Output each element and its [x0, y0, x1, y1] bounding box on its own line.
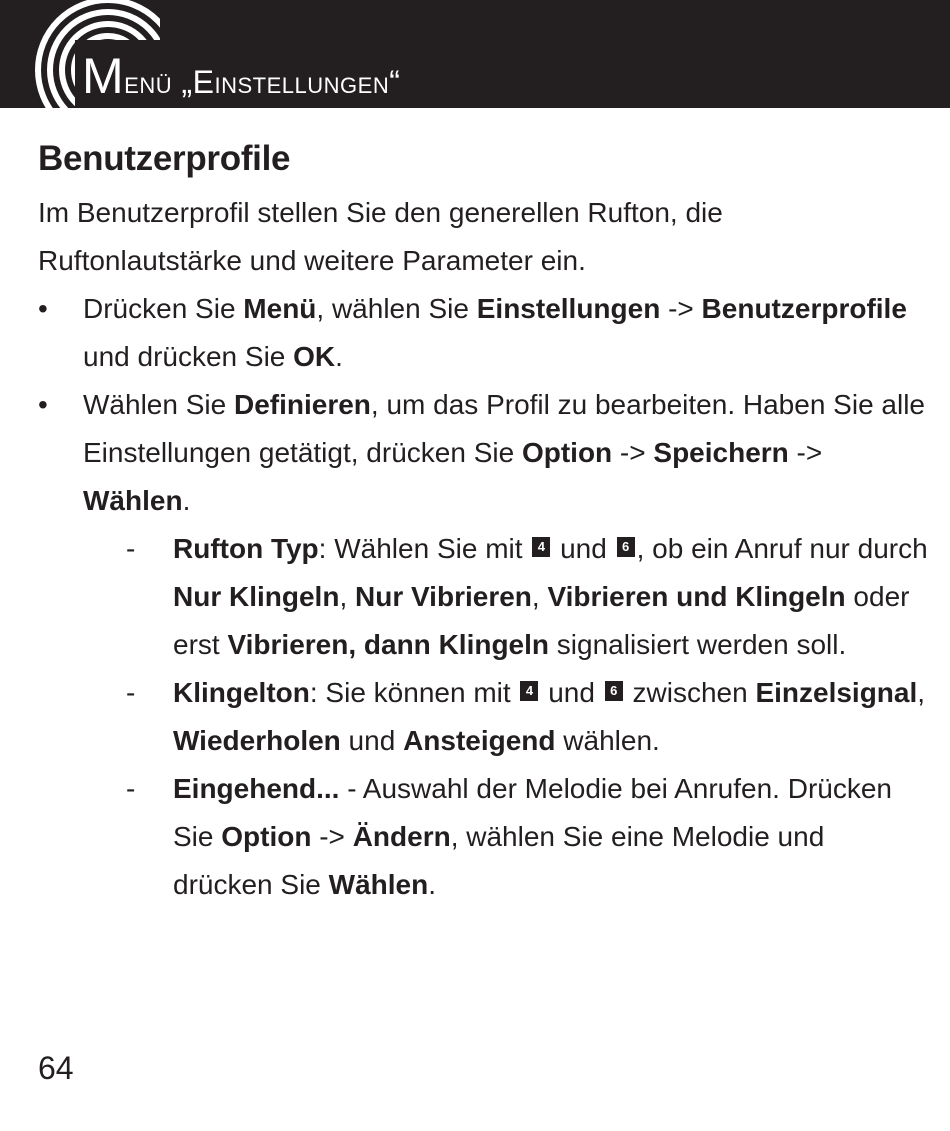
keypad-key-4-icon: 4 — [520, 681, 538, 701]
keypad-key-4-icon: 4 — [532, 537, 550, 557]
bold-term: Option — [221, 821, 312, 852]
keypad-key-6-icon: 6 — [605, 681, 623, 701]
bold-term: Definieren — [233, 389, 371, 420]
sub-item-text — [173, 773, 892, 900]
bold-term: Benutzerprofile — [701, 293, 907, 324]
text-run: , um das Profil zu bearbeiten. Haben Sie alle Einstellungen getätigt, drücken Sie — [83, 389, 925, 468]
bold-term: Vibrieren, dann Klingeln — [227, 629, 550, 660]
text-run: und — [552, 533, 615, 564]
bold-term: Ändern — [352, 821, 451, 852]
sub-item-text — [173, 533, 928, 660]
dash-marker: - — [126, 533, 136, 564]
bold-term: Ansteigend — [403, 725, 556, 756]
bullet-item — [38, 381, 928, 525]
text-run: : Wählen Sie mit — [318, 533, 531, 564]
bold-term: Klingelton — [173, 677, 310, 708]
text-run: , wählen Sie eine Melodie und drücken Sie — [173, 821, 825, 900]
text-run: , wählen Sie — [316, 293, 477, 324]
text-run: signalisiert werden soll. — [549, 629, 847, 660]
dash-marker: - — [126, 773, 136, 804]
sub-item — [38, 669, 928, 765]
text-run: -> — [788, 437, 823, 468]
bullet-item — [38, 285, 928, 381]
bold-term: Nur Vibrieren — [355, 581, 532, 612]
text-run: und — [540, 677, 603, 708]
chapter-title: Menü „Einstellungen“ — [82, 48, 401, 104]
text-run: , ob ein Anruf nur durch — [636, 533, 928, 564]
section-heading: Benutzerprofile — [38, 139, 291, 178]
bold-term: Speichern — [653, 437, 789, 468]
bold-term: Menü — [243, 293, 317, 324]
bullet-text — [83, 293, 907, 372]
text-run: oder erst — [173, 581, 910, 660]
sub-item — [38, 525, 928, 669]
text-run: - Auswahl der Melodie bei Anrufen. Drücken Sie — [173, 773, 892, 852]
text-run: , — [531, 581, 548, 612]
bullet-marker: • — [38, 389, 48, 420]
bold-term: Nur Klingeln — [173, 581, 340, 612]
text-run: -> — [311, 821, 353, 852]
bold-term: Vibrieren und Klingeln — [547, 581, 846, 612]
sub-item — [38, 765, 928, 909]
bold-term: OK — [293, 341, 336, 372]
text-run: , — [339, 581, 356, 612]
bold-term: Wählen — [328, 869, 429, 900]
bold-term: Wiederholen — [173, 725, 341, 756]
text-run: . — [335, 341, 343, 372]
bold-term: Wählen — [83, 485, 183, 516]
page-number: 64 — [38, 1050, 74, 1086]
header-band — [0, 0, 950, 108]
text-run: . — [182, 485, 191, 516]
text-run: , — [917, 677, 926, 708]
bold-term: Eingehend... — [173, 773, 340, 804]
bold-term: Rufton Typ — [173, 533, 319, 564]
text-run: -> — [660, 293, 702, 324]
text-run: Wählen Sie — [83, 389, 234, 420]
text-run: -> — [612, 437, 654, 468]
text-run: . — [428, 869, 436, 900]
bold-term: Einzelsignal — [755, 677, 918, 708]
keypad-key-6-icon: 6 — [617, 537, 635, 557]
bold-term: Einstellungen — [476, 293, 661, 324]
bold-term: Option — [521, 437, 613, 468]
text-run: und — [340, 725, 404, 756]
content — [38, 137, 928, 909]
text-run: zwischen — [624, 677, 756, 708]
bullet-marker: • — [38, 293, 48, 324]
text-run: : Sie können mit — [309, 677, 519, 708]
dash-marker: - — [126, 677, 136, 708]
bullet-text — [83, 389, 925, 516]
text-run: wählen. — [555, 725, 660, 756]
sub-item-text — [173, 677, 925, 756]
text-run: Drücken Sie — [83, 293, 244, 324]
intro-paragraph: Im Benutzerprofil stellen Sie den generellen Rufton, die Ruftonlautstärke und weitere Parameter ein. — [38, 197, 723, 276]
text-run: und drücken Sie — [83, 341, 294, 372]
